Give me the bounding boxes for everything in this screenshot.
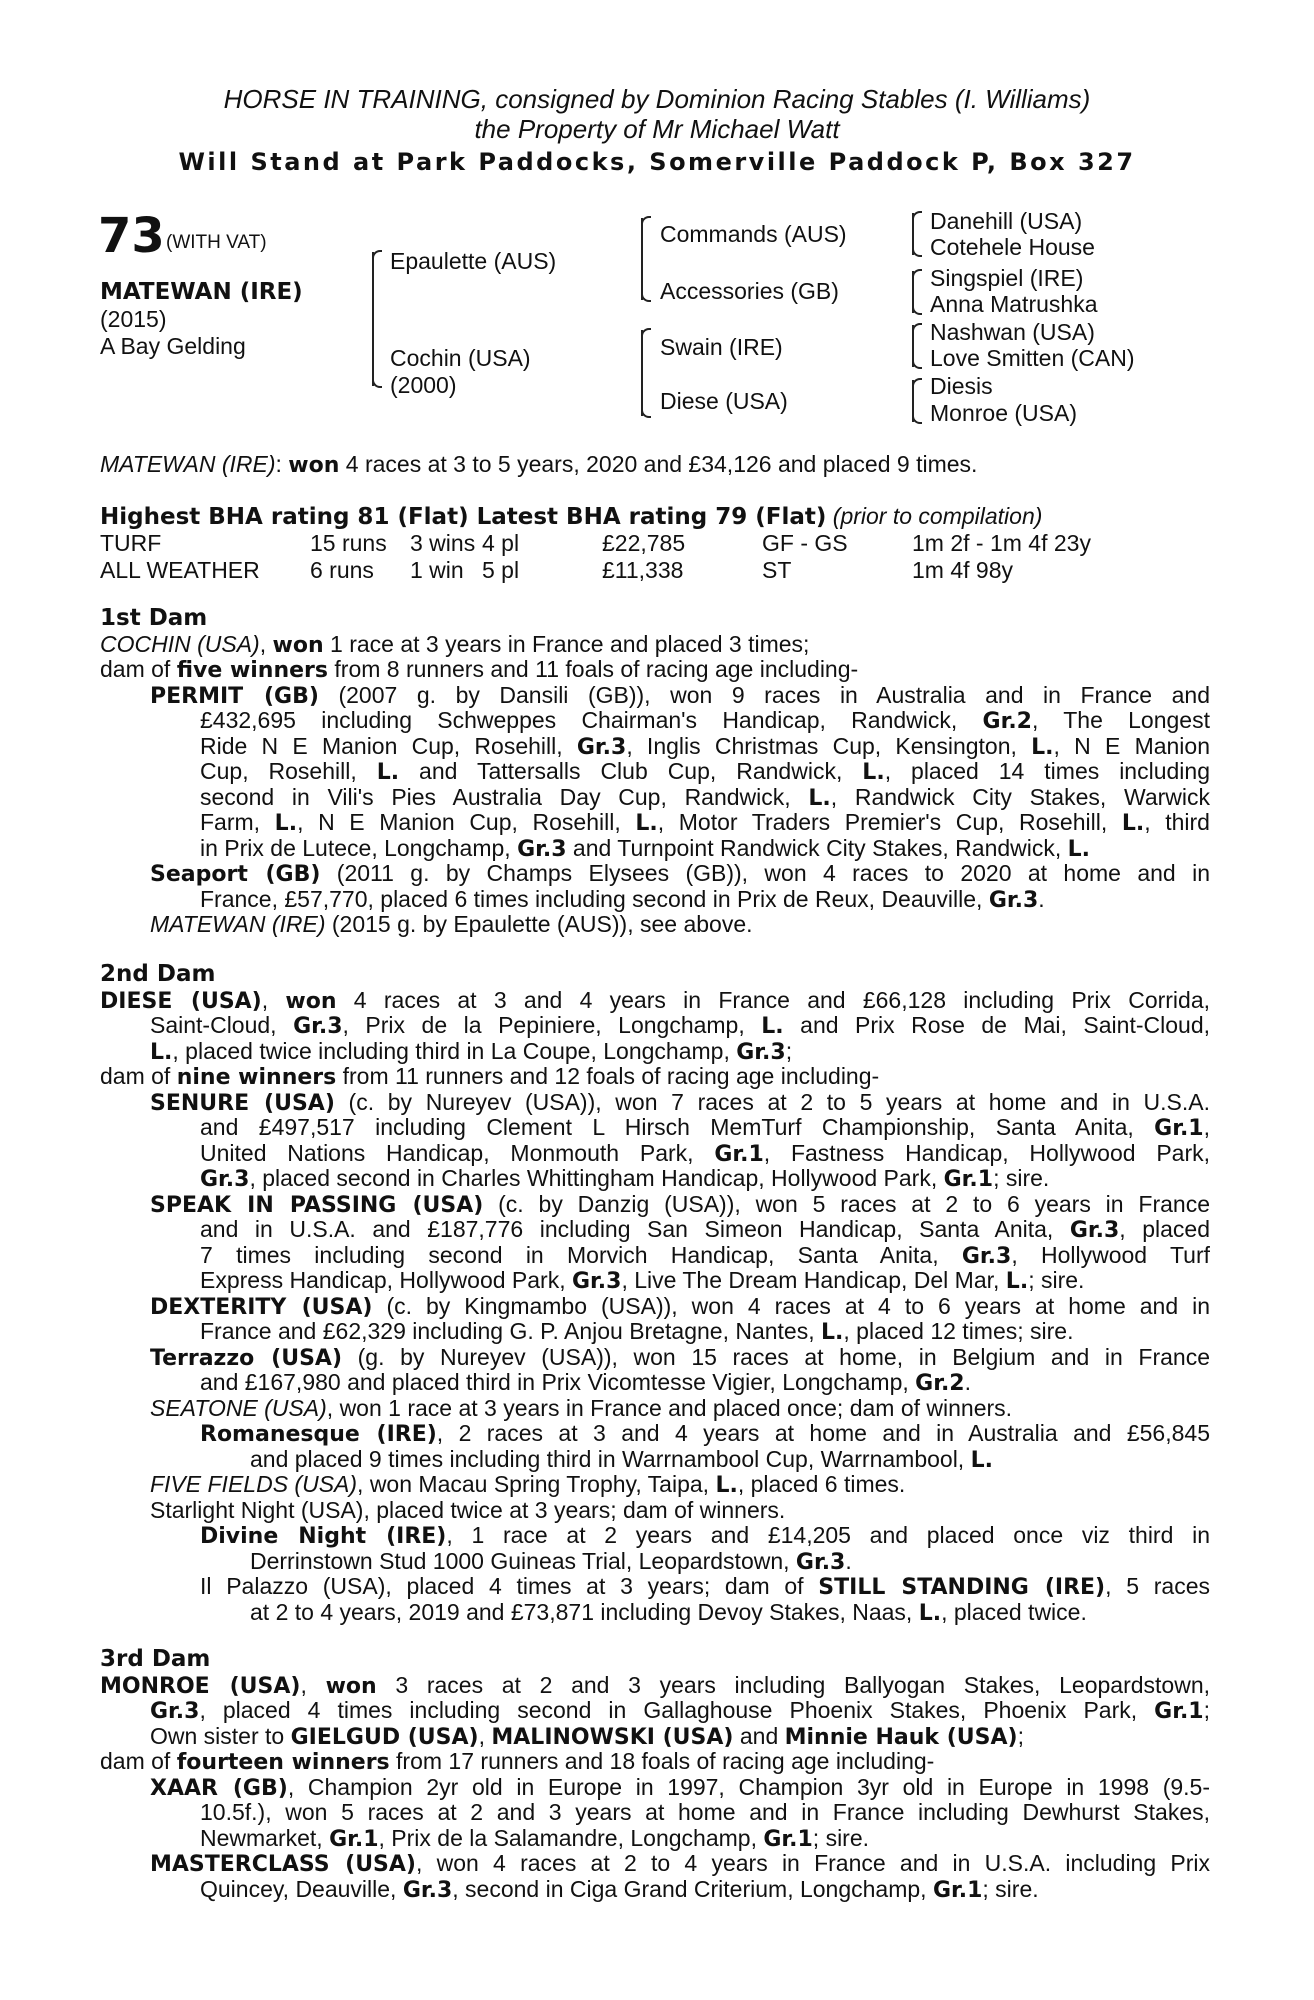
gen3-brace-3 [912,325,914,367]
second-dam-line: 7 times including second in Morvich Handicap, Santa Anita, Gr.3, Hollywood Turf [200,1242,1210,1268]
second-dam-title: 2nd Dam [100,961,216,987]
second-dam-line: Divine Night (IRE), 1 race at 2 years and £14,205 and placed once viz third in [200,1523,1210,1549]
first-dam-line: Cup, Rosehill, L. and Tattersalls Club Cup, Randwick, L., placed 14 times including [200,759,1210,785]
third-dam-line: 10.5f.), won 5 races at 2 and 3 years at home and in France including Dewhurst Stakes, [200,1800,1210,1825]
third-dam-line: MASTERCLASS (USA), won 4 races at 2 to 4 years in France and in U.S.A. including Prix [150,1851,1210,1877]
second-dam-line: and placed 9 times including third in Warrnambool Cup, Warrnambool, L. [250,1445,993,1473]
gen3-brace-2 [912,271,914,313]
third-dam-line: XAAR (GB), Champion 2yr old in Europe in 1997, Champion 3yr old in Europe in 1998 (9.5- [150,1774,1210,1800]
second-dam-line: L., placed twice including third in La Coupe, Longchamp, Gr.3; [150,1037,793,1065]
first-dam-line: Ride N E Manion Cup, Rosehill, Gr.3, Inglis Christmas Cup, Kensington, L., N E Manion [200,733,1210,759]
ratings-cell: ST [762,557,792,583]
pedigree-gen3-7: Diesis [930,373,993,399]
first-dam-line: COCHIN (USA), won 1 race at 3 years in France and placed 3 times; [100,630,810,658]
third-dam-line: dam of fourteen winners from 17 runners and 18 foals of racing age including- [100,1748,935,1775]
first-dam-line: PERMIT (GB) (2007 g. by Dansili (GB)), won 9 races in Australia and in France and [150,682,1210,708]
ratings-cell: 5 pl [482,557,520,583]
horse-description: A Bay Gelding [100,333,246,359]
ratings-cell: 3 wins [410,530,476,556]
ratings-cell: £22,785 [602,530,686,556]
ratings-row [100,557,1112,584]
second-dam-line: FIVE FIELDS (USA), won Macau Spring Trophy, Taipa, L., placed 6 times. [150,1471,906,1498]
gen3-brace-4 [912,380,914,422]
third-dam-line: MONROE (USA), won 3 races at 2 and 3 years including Ballyogan Stakes, Leopardstown, [100,1672,1210,1698]
second-dam-line: Il Palazzo (USA), placed 4 times at 3 years; dam of STILL STANDING (IRE), 5 races [200,1574,1210,1600]
pedigree-gen3-1: Danehill (USA) [930,208,1083,234]
pedigree-gen3-8: Monroe (USA) [930,400,1077,426]
pedigree-gen3-5: Nashwan (USA) [930,319,1095,345]
pedigree-gen3-4: Anna Matrushka [930,291,1098,317]
third-dam-line: Gr.3, placed 4 times including second in Gallaghouse Phoenix Stakes, Phoenix Park, Gr.1; [150,1698,1210,1724]
pedigree-sire: Epaulette (AUS) [390,248,557,274]
ratings-cell: £11,338 [602,557,684,583]
gen3-brace-1 [912,213,914,255]
first-dam-line: in Prix de Lutece, Longchamp, Gr.3 and Turnpoint Randwick City Stakes, Randwick, L. [200,834,1091,862]
second-dam-line: dam of nine winners from 11 runners and 12 foals of racing age including- [100,1063,880,1090]
lot-vat: (WITH VAT) [166,232,267,253]
ratings-table [100,530,1112,584]
ratings-cell: 1m 4f 98y [912,557,1013,583]
ratings-line [100,503,1042,530]
ratings-cell: 4 pl [482,530,520,556]
first-dam-line: dam of five winners from 8 runners and 11 foals of racing age including- [100,656,859,683]
summary-won: won [288,453,340,478]
second-dam-line: SPEAK IN PASSING (USA) (c. by Danzig (USA)), won 5 races at 2 to 6 years in France [150,1191,1210,1217]
first-dam-line: Seaport (GB) (2011 g. by Champs Elysees (GB)), won 4 races to 2020 at home and in [150,861,1210,887]
first-dam-section [100,606,1210,938]
third-dam-line: Quincey, Deauville, Gr.3, second in Ciga Grand Criterium, Longchamp, Gr.1; sire. [200,1875,1039,1903]
sire-dam-brace [372,252,374,386]
second-dam-line: DIESE (USA), won 4 races at 3 and 4 years in France and £66,128 including Prix Corrida, [100,987,1210,1013]
ratings-cell: ALL WEATHER [100,557,260,583]
lot-number: 73 [98,208,165,264]
ratings-cell: 1 win [410,557,464,583]
pedigree-gen3-3: Singspiel (IRE) [930,265,1084,291]
third-dam-title: 3rd Dam [100,1646,211,1672]
first-dam-line: second in Vili's Pies Australia Day Cup, Randwick, L., Randwick City Stakes, Warwick [200,784,1210,810]
second-dam-line: Romanesque (IRE), 2 races at 3 and 4 years at home and in Australia and £56,845 [200,1421,1210,1447]
ratings-cell: TURF [100,530,162,556]
second-dam-line: at 2 to 4 years, 2019 and £73,871 including Devoy Stakes, Naas, L., placed twice. [250,1598,1087,1626]
ratings-note: (prior to compilation) [832,503,1043,529]
first-dam-title: 1st Dam [100,605,208,631]
header-consignor: HORSE IN TRAINING, consigned by Dominion Racing Stables (I. Williams) [223,84,1091,114]
second-dam-line: Express Handicap, Hollywood Park, Gr.3, Live The Dream Handicap, Del Mar, L.; sire. [200,1267,1085,1294]
horse-name: MATEWAN (IRE) [100,279,303,305]
ratings-cell: GF - GS [762,530,848,556]
third-dam-line: Newmarket, Gr.1, Prix de la Salamandre, Longchamp, Gr.1; sire. [200,1824,870,1852]
second-dam-line: and £497,517 including Clement L Hirsch MemTurf Championship, Santa Anita, Gr.1, [200,1115,1210,1141]
second-dam-section [100,962,1210,1625]
summary-text: 4 races at 3 to 5 years, 2020 and £34,126 and placed 9 times. [345,451,978,477]
second-dam-line: Derrinstown Stud 1000 Guineas Trial, Leopardstown, Gr.3. [250,1547,852,1575]
pedigree-dam-dam: Diese (USA) [660,388,788,414]
ratings-cell: 6 runs [310,557,374,583]
first-dam-line: France, £57,770, placed 6 times including second in Prix de Reux, Deauville, Gr.3. [200,885,1045,913]
header-stand-location: Will Stand at Park Paddocks, Somerville Paddock P, Box 327 [178,148,1136,176]
third-dam-section [100,1647,1210,1902]
second-dam-line: Starlight Night (USA), placed twice at 3 years; dam of winners. [150,1496,786,1523]
second-dam-line: and £167,980 and placed third in Prix Vicomtesse Vigier, Longchamp, Gr.2. [200,1369,971,1396]
second-dam-line: and in U.S.A. and £187,776 including San Simeon Handicap, Santa Anita, Gr.3, placed [200,1217,1210,1243]
ratings-row [100,530,1112,557]
second-dam-line: DEXTERITY (USA) (c. by Kingmambo (USA)), won 4 races at 4 to 6 years at home and in [150,1293,1210,1319]
first-dam-line: MATEWAN (IRE) (2015 g. by Epaulette (AUS)), see above. [150,911,753,937]
first-dam-line: Farm, L., N E Manion Cup, Rosehill, L., Motor Traders Premier's Cup, Rosehill, L., third [200,810,1210,836]
pedigree-sire-dam: Accessories (GB) [660,278,839,304]
race-summary: MATEWAN (IRE): won 4 races at 3 to 5 years, 2020 and £34,126 and placed 9 times. [100,451,978,478]
second-dam-line: Saint-Cloud, Gr.3, Prix de la Pepiniere, Longchamp, L. and Prix Rose de Mai, Saint-Cloud, [150,1013,1210,1039]
sire-brace [641,218,643,300]
ratings-text: Highest BHA rating 81 (Flat) Latest BHA rating 79 (Flat) [100,504,827,530]
header-property: the Property of Mr Michael Watt [474,114,840,144]
second-dam-line: SEATONE (USA), won 1 race at 3 years in France and placed once; dam of winners. [150,1394,1013,1421]
third-dam-line: Own sister to GIELGUD (USA), MALINOWSKI (USA) and Minnie Hauk (USA); [150,1722,1024,1750]
ratings-cell: 15 runs [310,530,387,556]
dam-brace [641,330,643,416]
second-dam-line: SENURE (USA) (c. by Nureyev (USA)), won 7 races at 2 to 5 years at home and in U.S.A. [150,1089,1210,1115]
second-dam-line: United Nations Handicap, Monmouth Park, Gr.1, Fastness Handicap, Hollywood Park, [200,1140,1210,1166]
horse-year: (2015) [100,306,167,332]
second-dam-line: Gr.3, placed second in Charles Whittingham Handicap, Hollywood Park, Gr.1; sire. [200,1165,1050,1192]
pedigree-gen3-2: Cotehele House [930,234,1095,260]
summary-horse: MATEWAN (IRE) [100,451,276,477]
second-dam-line: France and £62,329 including G. P. Anjou Bretagne, Nantes, L., placed 12 times; sire. [200,1318,1074,1345]
pedigree-sire-sire: Commands (AUS) [660,221,847,247]
second-dam-line: Terrazzo (USA) (g. by Nureyev (USA)), won 15 races at home, in Belgium and in France [150,1344,1210,1370]
first-dam-line: £432,695 including Schweppes Chairman's Handicap, Randwick, Gr.2, The Longest [200,708,1210,734]
pedigree-dam: Cochin (USA) [390,345,531,371]
pedigree-dam-year: (2000) [390,372,457,398]
ratings-cell: 1m 2f - 1m 4f 23y [912,530,1091,556]
pedigree-gen3-6: Love Smitten (CAN) [930,345,1135,371]
pedigree-dam-sire: Swain (IRE) [660,334,783,360]
